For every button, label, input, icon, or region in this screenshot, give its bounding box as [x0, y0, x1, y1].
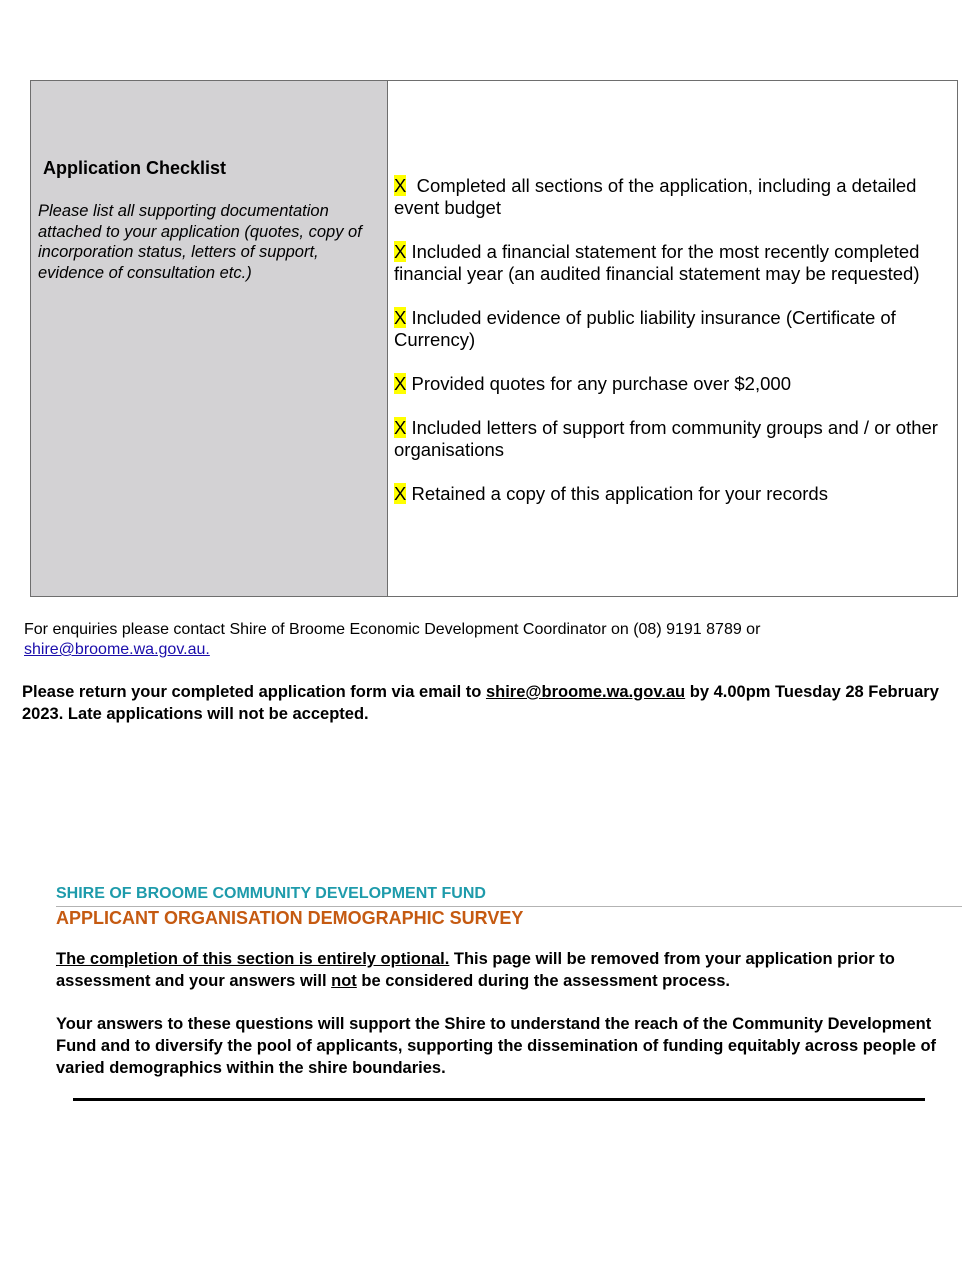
checklist-item	[394, 241, 949, 285]
checklist-items-cell	[388, 81, 957, 596]
optional-notice: The completion of this section is entirely optional.	[56, 950, 450, 968]
enquiries-email-link[interactable]: shire@broome.wa.gov.au.	[24, 641, 210, 658]
return-text-after: by 4.00pm Tuesday 28 February 2023. Late applications will not be accepted.	[22, 683, 939, 723]
checklist-item	[394, 373, 949, 395]
return-instructions	[22, 681, 952, 725]
survey-divider	[56, 906, 962, 907]
checklist-description: Please list all supporting documentation attached to your application (quotes, copy of incorporation status, letters of support, evidence of consultation etc.)	[38, 202, 362, 282]
checklist-item	[394, 175, 949, 219]
checklist-label-cell	[31, 81, 388, 596]
check-mark: X	[394, 483, 407, 504]
survey-title: APPLICANT ORGANISATION DEMOGRAPHIC SURVEY	[56, 908, 524, 928]
checklist-items	[394, 175, 949, 527]
optional-notice-not: not	[331, 972, 357, 990]
section-divider	[73, 1098, 925, 1101]
checklist-item-text: Included letters of support from community groups and / or other organisations	[394, 417, 938, 460]
survey-kicker: SHIRE OF BROOME COMMUNITY DEVELOPMENT FUND	[56, 885, 486, 902]
enquiries-note	[24, 620, 760, 660]
check-mark: X	[394, 175, 407, 196]
check-mark: X	[394, 417, 407, 438]
checklist-item	[394, 417, 949, 461]
return-text-before: Please return your completed application form via email to	[22, 683, 482, 701]
checklist-item-text: Provided quotes for any purchase over $2,000	[411, 373, 791, 394]
optional-notice-middle: This page will be removed from your application prior to assessment and your answers will	[56, 950, 895, 990]
optional-notice-end: be considered during the assessment process.	[361, 972, 731, 990]
survey-purpose-paragraph: Your answers to these questions will support the Shire to understand the reach of the Community Development Fund and to diversify the pool of applicants, supporting the dissemination of funding equitably across people of varied demographics within the shire boundaries.	[56, 1015, 937, 1077]
survey-optional-paragraph	[56, 948, 956, 992]
enquiries-text: For enquiries please contact Shire of Broome Economic Development Coordinator on (08) 9191 8789 or	[24, 621, 761, 638]
survey-section	[56, 884, 962, 1079]
checklist-item	[394, 307, 949, 351]
checklist-item-text: Completed all sections of the application, including a detailed event budget	[394, 175, 917, 218]
return-email-link[interactable]: shire@broome.wa.gov.au	[485, 683, 686, 701]
checklist-item-text: Included a financial statement for the most recently completed financial year (an audited financial statement may be requested)	[394, 241, 920, 284]
checklist-item-text: Retained a copy of this application for your records	[411, 483, 828, 504]
checklist-title: Application Checklist	[43, 158, 227, 178]
check-mark: X	[394, 307, 407, 328]
check-mark: X	[394, 373, 407, 394]
checklist-item-text: Included evidence of public liability insurance (Certificate of Currency)	[394, 307, 896, 350]
checklist-item	[394, 483, 949, 505]
check-mark: X	[394, 241, 407, 262]
checklist-table	[30, 80, 958, 597]
